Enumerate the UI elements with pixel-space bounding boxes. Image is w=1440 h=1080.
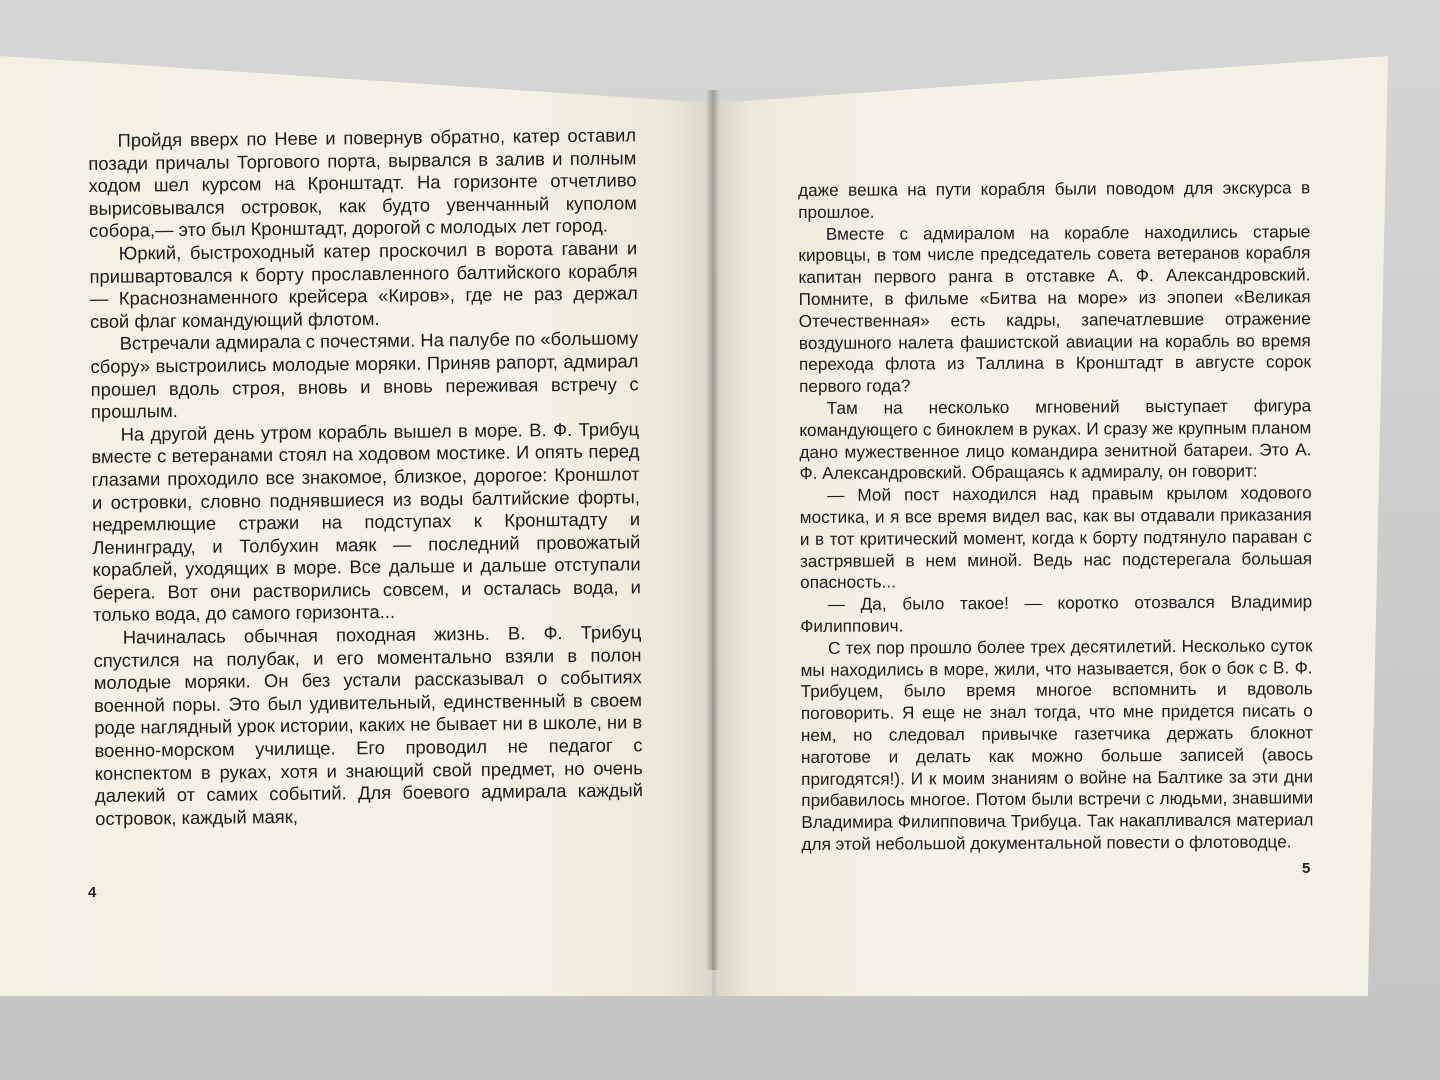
page-number-left: 4 [88,884,97,901]
right-page-text [798,177,1314,855]
paragraph: Начиналась обычная походная жизнь. В. Ф. Трибуц спустился на полубак, и его моментально взяли в полон молодые моряки. Он без устали рассказывал о событиях военной поры. Это был удивительный, единственный в своем роде наглядный урок истории, каких не бывает ни в школе, ни в военно-морском училище. Его проводил не педагог с конспектом в руках, хотя и знающий свой предмет, но очень далекий от самих событий. Для боевого адмирала каждый островок, каждый маяк, [93,621,644,829]
left-page-text [88,124,643,830]
paragraph: На другой день утром корабль вышел в море. В. Ф. Трибуц вместе с ветеранами стоял на ходовом мостике. И опять перед глазами проходило все знакомое, близкое, дорогое: Кроншлот и островки, словно поднявшиеся из воды балтийские форты, недремлющие стражи на подступах к Кронштадту и Ленинграду, и Толбухин маяк — последний провожатый кораблей, уходящих в море. Все дальше и дальше отступали берега. Вот они растворились совсем, и осталась вода, и только вода, до самого горизонта... [91,417,641,626]
paragraph-continuation: даже вешка на пути корабля были поводом для экскурса в прошлое. [798,177,1311,222]
paragraph: Юркий, быстроходный катер проскочил в ворота гавани и пришвартовался к борту прославленного балтийского корабля — Краснознаменного крейсера «Киров», где не раз держал свой флаг командующий флотом. [89,237,638,332]
paragraph: Встречали адмирала с почестями. На палубе по «большому сбору» выстроились молодые моряки. Приняв рапорт, адмирал прошел вдоль строя, вновь и вновь переживая встречу с прошлым. [90,327,639,423]
paragraph: Вместе с адмиралом на корабле находились старые кировцы, в том числе председатель совета ветеранов корабля капитан первого ранга в отставке А. Ф. Александровский. Помните, в фильме «Битва на море» из эпопеи «Великая Отечественная» есть кадры, запечатлевшие отражение воздушного налета фашистской авиации на корабль во время перехода флота из Таллина в Кронштадт в августе сорок первого года? [798,220,1312,397]
page-number-right: 5 [1302,860,1311,877]
paragraph: Там на несколько мгновений выступает фигура командующего с биноклем в руках. И сразу же крупным планом дано мужественное лицо командира зенитной батареи. Это А. Ф. Александровский. Обращаясь к адмиралу, он говорит: [799,395,1312,484]
paragraph: Пройдя вверх по Неве и повернув обратно, катер оставил позади причалы Торгового порта, вырвался в залив и полным ходом шел курсом на Кронштадт. На горизонте отчетливо вырисовывался островок, как будто увенчанный куполом собора,— это был Кронштадт, дорогой с молодых лет город. [88,124,637,242]
paragraph: — Да, было такое! — коротко отозвался Владимир Филиппович. [800,591,1313,636]
paragraph: С тех пор прошло более трех десятилетий. Несколько суток мы находились в море, жили, что называется, бок о бок с В. Ф. Трибуцем, было время многое вспомнить и вдоволь поговорить. Я еще не знал тогда, что мне придется писать о нем, но следовал привычке газетчика держать блокнот наготове и делать как можно больше записей (авось пригодятся!). И к моим знаниям о войне на Балтике за эти дни прибавилось многое. Потом были встречи с людьми, знавшими Владимира Филипповича Трибуца. Так накапливался материал для этой небольшой документальной повести о флотоводце. [800,635,1314,854]
book-spine [706,90,720,970]
paragraph: — Мой пост находился над правым крылом ходового мостика, и я все время видел вас, как вы отдавали приказания и в тот критический момент, когда к борту подтянуло параван с застрявшей в нем миной. Ведь нас подстерегала большая опасность... [799,482,1313,593]
